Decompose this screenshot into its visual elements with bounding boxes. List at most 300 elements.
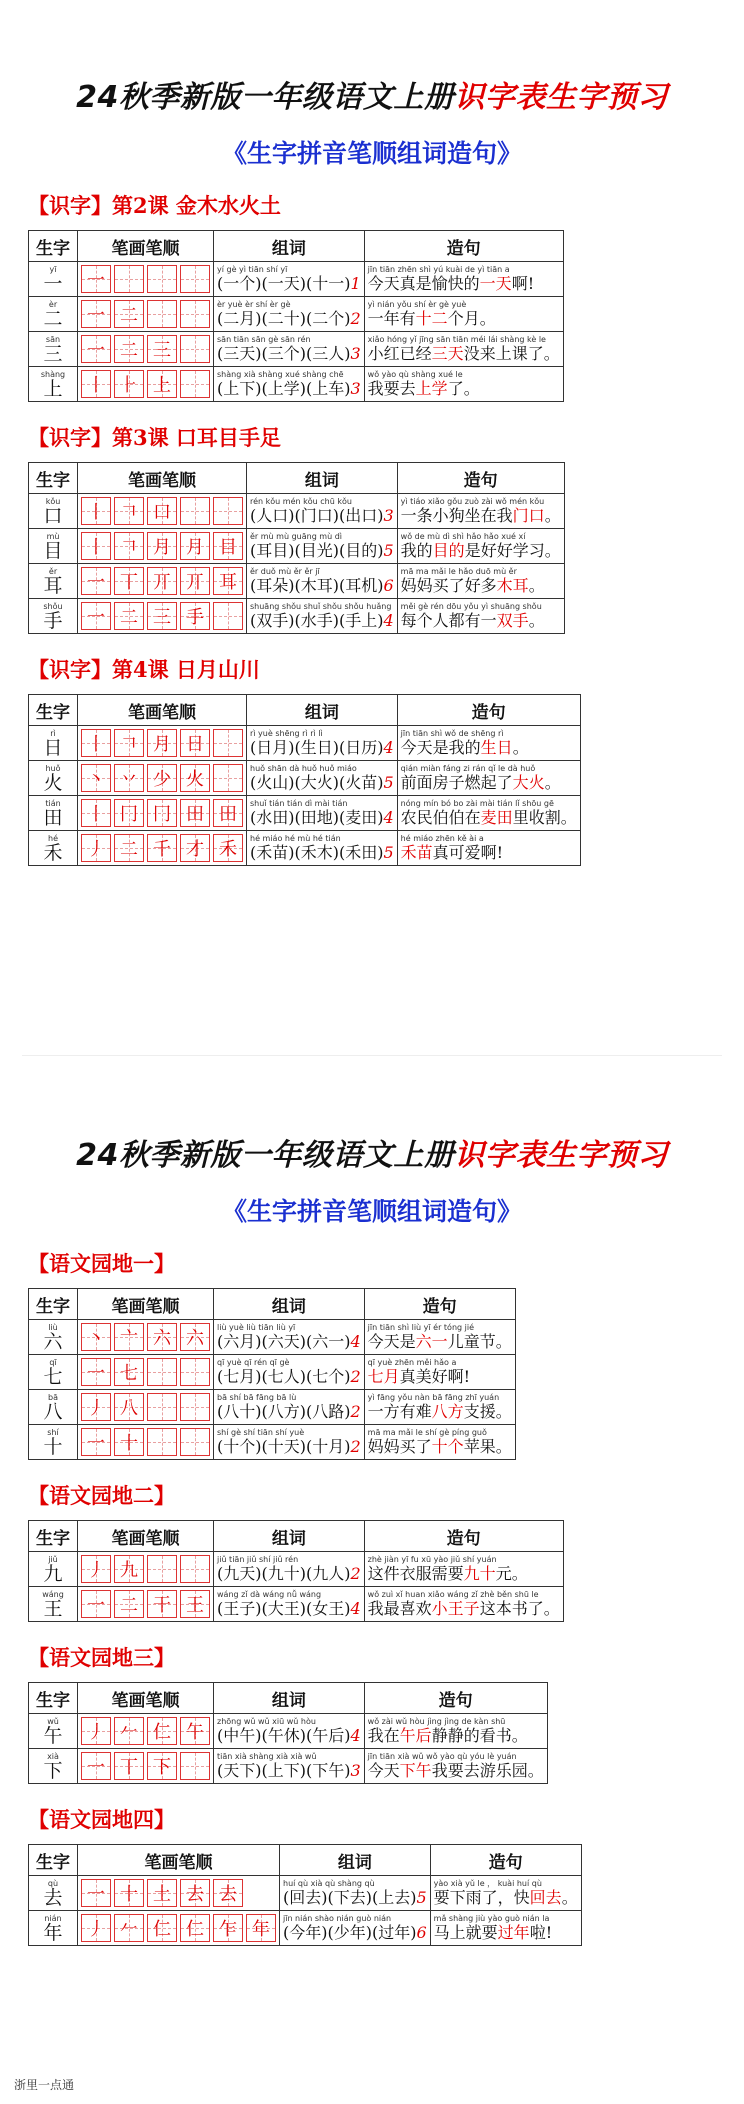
stroke-box (114, 729, 144, 757)
stroke-grid (81, 602, 243, 630)
stroke-box (81, 497, 111, 525)
words-text (217, 1437, 361, 1456)
stroke-step: 𠃍 (120, 734, 138, 755)
words-text (250, 738, 394, 757)
stroke-box (114, 1555, 144, 1583)
sentence-text (434, 1888, 578, 1907)
sentence-text (368, 1332, 512, 1351)
stroke-order-cell (78, 1587, 214, 1622)
stroke-step: 𠃍 (120, 502, 138, 523)
stroke-order-cell (78, 1876, 280, 1911)
table-row (29, 831, 581, 866)
header-row (29, 463, 565, 494)
character: 下 (43, 1759, 63, 1782)
sentence-text (368, 379, 560, 398)
stroke-box (81, 370, 111, 398)
page-title (22, 72, 722, 116)
stroke-box (114, 1393, 144, 1421)
page-title (22, 1130, 722, 1174)
sentence-end: 是好好学习。 (464, 541, 561, 560)
words-pinyin: shí gè shí tiān shí yuè (217, 1428, 305, 1437)
stroke-box (147, 1879, 177, 1907)
character-pinyin: wǔ (47, 1716, 59, 1726)
words-text (217, 1367, 361, 1386)
sentence-pinyin: yì nián yǒu shí èr gè yuè (367, 300, 467, 309)
stroke-box (213, 497, 243, 525)
stroke-grid (81, 764, 243, 792)
words-pinyin: liù yuè liù tiān liù yī (217, 1323, 296, 1332)
words: (中午)(午休)(午后) (217, 1726, 351, 1745)
sentence-highlight: 目的 (432, 541, 465, 560)
stroke-box (147, 764, 177, 792)
character-pinyin: shǒu (43, 601, 63, 611)
stroke-box (180, 335, 210, 363)
stroke-step: 口 (153, 502, 171, 523)
lesson-table (28, 1682, 548, 1784)
sentence-start: 我在 (367, 1726, 400, 1745)
column-header: 组词 (214, 1289, 365, 1320)
sentence-pinyin: wǒ zuì xǐ huan xiǎo wáng zǐ zhè běn shū le (367, 1590, 539, 1599)
column-header: 造句 (364, 1683, 547, 1714)
sentence-highlight: 三天 (431, 344, 464, 363)
character-pinyin: kǒu (45, 496, 61, 506)
sentence-pinyin: jīn tiān zhēn shì yú kuài de yì tiān a (367, 265, 510, 274)
stroke-box (180, 567, 210, 595)
character-cell (29, 1425, 78, 1460)
table-row (29, 494, 565, 529)
sentence-highlight: 过年 (497, 1923, 530, 1942)
page-divider (22, 1055, 722, 1056)
words: (十个)(十天)(十月) (217, 1437, 351, 1456)
sentence-end: 。 (528, 576, 545, 595)
words: (双手)(水手)(手上) (250, 611, 384, 630)
column-header: 造句 (397, 695, 580, 726)
stroke-box (114, 1752, 144, 1780)
word-cell (280, 1876, 431, 1911)
character-cell (29, 1876, 78, 1911)
stroke-box (114, 370, 144, 398)
stroke-step: 目 (219, 537, 237, 558)
stroke-box (81, 1717, 111, 1745)
column-header: 造句 (397, 463, 564, 494)
sentence-cell (364, 1714, 547, 1749)
stroke-box (213, 602, 243, 630)
stroke-step: 日 (186, 734, 204, 755)
stroke-order-cell (78, 494, 247, 529)
stroke-box (114, 532, 144, 560)
words: (火山)(大火)(火苗) (250, 773, 384, 792)
sentence-start: 今天真是愉快的 (367, 274, 480, 293)
stroke-grid (81, 1358, 210, 1386)
words-pinyin: huí qù xià qù shàng qù (283, 1879, 375, 1888)
stroke-count: 3 (383, 506, 394, 525)
stroke-order-cell (78, 1552, 214, 1587)
words-pinyin: èr yuè èr shí èr gè (217, 300, 291, 309)
stroke-step: 王 (186, 1595, 204, 1616)
stroke-step: 二 (120, 607, 138, 628)
sentence-cell (364, 1587, 563, 1622)
words-text (283, 1888, 427, 1907)
column-header: 生字 (29, 231, 78, 262)
sentence-highlight: 大火 (512, 773, 545, 792)
words-pinyin: huǒ shān dà huǒ huǒ miáo (250, 764, 357, 773)
sentence-cell (364, 297, 563, 332)
column-header: 组词 (214, 1683, 365, 1714)
character-cell (29, 599, 78, 634)
stroke-order-cell (78, 564, 247, 599)
words: (禾苗)(禾木)(禾田) (250, 843, 384, 862)
stroke-count: 3 (350, 1761, 361, 1780)
stroke-box (180, 370, 210, 398)
table-row (29, 1390, 516, 1425)
stroke-order-cell (78, 761, 247, 796)
stroke-box (213, 834, 243, 862)
sentence-cell (397, 831, 580, 866)
words-text (250, 843, 394, 862)
stroke-count: 3 (350, 379, 361, 398)
words: (人口)(门口)(出口) (250, 506, 384, 525)
character-cell (29, 297, 78, 332)
sentence-pinyin: qī yuè zhēn měi hǎo a (367, 1358, 457, 1367)
word-cell (214, 1320, 365, 1355)
lesson-section (22, 1480, 722, 1622)
stroke-count: 5 (383, 843, 394, 862)
character: 九 (43, 1562, 63, 1585)
stroke-box (147, 335, 177, 363)
lesson-table (28, 1288, 516, 1460)
sentence-cell (397, 761, 580, 796)
stroke-step: 火 (186, 769, 204, 790)
character: 三 (43, 342, 63, 365)
stroke-order-cell (78, 1425, 214, 1460)
sentence-highlight: 十二 (415, 309, 448, 328)
stroke-box (180, 265, 210, 293)
word-cell (214, 367, 365, 402)
sentence-pinyin: zhè jiàn yī fu xū yào jiǔ shí yuán (367, 1555, 497, 1564)
words: (耳目)(目光)(目的) (250, 541, 384, 560)
column-header: 生字 (29, 1683, 78, 1714)
stroke-box (81, 1590, 111, 1618)
sentence-start: 一年有 (367, 309, 416, 328)
character-pinyin: xià (47, 1751, 59, 1761)
sentence-pinyin: mā ma mǎi le hǎo duō mù ěr (400, 567, 517, 576)
sentence-text (368, 274, 560, 293)
character-pinyin: tián (45, 798, 61, 808)
stroke-box (213, 729, 243, 757)
stroke-step: 丷 (120, 769, 138, 790)
words-text (250, 611, 394, 630)
word-cell (214, 1425, 365, 1460)
stroke-box (81, 1555, 111, 1583)
stroke-order-cell (78, 297, 214, 332)
sentence-pinyin: xiǎo hóng yǐ jīng sān tiān méi lái shàng kè le (367, 335, 546, 344)
character-cell (29, 1320, 78, 1355)
table-row (29, 1714, 548, 1749)
word-cell (247, 529, 398, 564)
character: 田 (43, 806, 63, 829)
stroke-order-cell (78, 262, 214, 297)
stroke-step: 二 (120, 839, 138, 860)
stroke-step: 六 (186, 1328, 204, 1349)
lesson-title: 【识字】第2课 金木水火土 (28, 193, 281, 218)
table-row (29, 1425, 516, 1460)
stroke-box (180, 729, 210, 757)
stroke-step: 一 (87, 305, 105, 326)
stroke-step: 丿 (87, 1398, 105, 1419)
lesson-table (28, 694, 581, 866)
sentence-end: 元。 (495, 1564, 528, 1583)
lesson-section (22, 190, 722, 402)
stroke-count: 6 (383, 576, 394, 595)
sentence-pinyin: wǒ zài wǔ hòu jìng jìng de kàn shū (367, 1717, 506, 1726)
words: (日月)(生日)(日历) (250, 738, 384, 757)
words-pinyin: jiǔ tiān jiǔ shí jiǔ rén (217, 1555, 299, 1564)
lesson-section (22, 1248, 722, 1460)
sentence-cell (430, 1876, 581, 1911)
footer-watermark: 浙里一点通 (14, 2078, 75, 2092)
words-text (217, 1761, 361, 1780)
sentence-start: 小红已经 (367, 344, 432, 363)
stroke-count: 4 (350, 1599, 361, 1618)
words: (回去)(下去)(上去) (283, 1888, 417, 1907)
stroke-count: 4 (350, 1726, 361, 1745)
column-header: 生字 (29, 1289, 78, 1320)
sentence-highlight: 一天 (479, 274, 512, 293)
sentence-start: 农民伯伯在 (400, 808, 481, 827)
sentence-cell (364, 262, 563, 297)
character: 去 (43, 1886, 63, 1909)
word-cell (214, 332, 365, 367)
lesson-title: 【识字】第4课 日月山川 (28, 657, 260, 682)
stroke-step: 少 (153, 769, 171, 790)
stroke-box (147, 1358, 177, 1386)
stroke-order-cell (78, 1355, 214, 1390)
character-cell (29, 332, 78, 367)
stroke-box (114, 497, 144, 525)
word-cell (247, 761, 398, 796)
sentence-cell (397, 564, 564, 599)
stroke-grid (81, 1555, 210, 1583)
stroke-step: 仁 (153, 1722, 171, 1743)
stroke-step: 土 (153, 1884, 171, 1905)
column-header: 造句 (364, 1289, 515, 1320)
stroke-step: 丌 (186, 572, 204, 593)
table-row (29, 1552, 564, 1587)
sentence-cell (397, 529, 564, 564)
sentence-highlight: 午后 (399, 1726, 432, 1745)
sentence-highlight: 木耳 (496, 576, 529, 595)
stroke-box (147, 1555, 177, 1583)
sentence-pinyin: qián miàn fáng zi rán qǐ le dà huǒ (400, 764, 536, 773)
words-pinyin: shàng xià shàng xué shàng chē (217, 370, 344, 379)
table-row (29, 332, 564, 367)
sentence-highlight: 七月 (367, 1367, 400, 1386)
words-text (217, 1332, 361, 1351)
stroke-step: 丶 (87, 1328, 105, 1349)
table-row (29, 1587, 564, 1622)
stroke-step: 一 (87, 1884, 105, 1905)
stroke-box (180, 1323, 210, 1351)
sentence-pinyin: mā ma mǎi le shí gè píng guǒ (367, 1428, 487, 1437)
column-header: 笔画笔顺 (78, 1289, 214, 1320)
character-pinyin: bā (48, 1392, 58, 1402)
stroke-grid (81, 1590, 210, 1618)
character: 口 (43, 504, 63, 527)
column-header: 笔画笔顺 (78, 1683, 214, 1714)
sentence-pinyin: jīn tiān shì liù yī ér tóng jié (367, 1323, 474, 1332)
stroke-box (246, 1914, 276, 1942)
column-header: 笔画笔顺 (78, 1521, 214, 1552)
stroke-count: 2 (350, 1437, 361, 1456)
lesson-table (28, 230, 564, 402)
character-pinyin: èr (48, 299, 58, 309)
column-header: 造句 (430, 1845, 581, 1876)
character-pinyin: shàng (40, 369, 66, 379)
stroke-box (180, 532, 210, 560)
stroke-box (213, 1879, 243, 1907)
stroke-count: 2 (350, 1564, 361, 1583)
character-cell (29, 1749, 78, 1784)
table-row (29, 1320, 516, 1355)
words: (六月)(六天)(六一) (217, 1332, 351, 1351)
stroke-step: 田 (186, 804, 204, 825)
sentence-highlight: 下午 (399, 1761, 432, 1780)
stroke-box (180, 1590, 210, 1618)
sentence-end: 没来上课了。 (463, 344, 560, 363)
stroke-count: 5 (383, 773, 394, 792)
words: (王子)(大王)(女王) (217, 1599, 351, 1618)
stroke-step: 一 (87, 340, 105, 361)
sentence-end: 儿童节。 (447, 1332, 512, 1351)
stroke-box (114, 764, 144, 792)
stroke-step: 丿 (87, 839, 105, 860)
table-row (29, 262, 564, 297)
stroke-grid (81, 370, 210, 398)
page-subtitle: 《生字拼音笔顺组词造句》 (221, 139, 522, 168)
column-header: 组词 (280, 1845, 431, 1876)
sentence-start: 妈妈买了好多 (400, 576, 497, 595)
stroke-step: 丿 (87, 1560, 105, 1581)
title-red: 识字表生字预习 (454, 1138, 668, 1173)
table-row (29, 1355, 516, 1390)
stroke-order-cell (78, 1911, 280, 1946)
words-text (217, 1726, 361, 1745)
sentence-start: 今天是 (367, 1332, 416, 1351)
character: 手 (43, 609, 63, 632)
stroke-step: 下 (153, 1757, 171, 1778)
column-header: 笔画笔顺 (78, 1845, 280, 1876)
sentence-end: 啦! (529, 1923, 553, 1942)
sentence-text (368, 1726, 544, 1745)
stroke-box (180, 1879, 210, 1907)
stroke-step: 一 (87, 607, 105, 628)
stroke-step: 三 (153, 607, 171, 628)
header-row (29, 1289, 516, 1320)
stroke-step: 十 (120, 1433, 138, 1454)
stroke-step: ⺊ (120, 375, 138, 396)
sentence-end: 苹果。 (463, 1437, 512, 1456)
character-pinyin: jiǔ (48, 1554, 58, 1564)
column-header: 造句 (364, 1521, 563, 1552)
sentence-cell (397, 599, 564, 634)
character-pinyin: qù (47, 1878, 59, 1888)
sentence-text (368, 1761, 544, 1780)
sentence-cell (364, 332, 563, 367)
stroke-step: 丨 (87, 375, 105, 396)
stroke-box (81, 1752, 111, 1780)
stroke-step: 亠 (120, 1328, 138, 1349)
stroke-step: 十 (120, 1884, 138, 1905)
stroke-step: 丨 (87, 537, 105, 558)
sentence-text (368, 309, 560, 328)
stroke-box (81, 764, 111, 792)
stroke-grid (81, 1717, 210, 1745)
stroke-box (180, 1428, 210, 1456)
character-pinyin: ěr (48, 566, 58, 576)
word-cell (247, 796, 398, 831)
words: (水田)(田地)(麦田) (250, 808, 384, 827)
stroke-grid (81, 1323, 210, 1351)
stroke-grid (81, 335, 210, 363)
stroke-step: 二 (120, 1595, 138, 1616)
sentence-text (401, 808, 577, 827)
sentence-start: 一方有难 (367, 1402, 432, 1421)
words-text (250, 541, 394, 560)
stroke-box (147, 1717, 177, 1745)
stroke-step: 一 (87, 1757, 105, 1778)
character: 王 (43, 1597, 63, 1620)
words-text (217, 274, 361, 293)
sentence-cell (364, 1552, 563, 1587)
stroke-step: 九 (120, 1560, 138, 1581)
stroke-box (81, 335, 111, 363)
words-pinyin: wáng zǐ dà wáng nǚ wáng (217, 1590, 322, 1599)
stroke-step: 丨 (87, 734, 105, 755)
character-pinyin: wáng (42, 1589, 64, 1599)
sentence-highlight: 麦田 (480, 808, 513, 827)
sentence-end: 个月。 (447, 309, 496, 328)
sentence-end: 我要去游乐园。 (431, 1761, 544, 1780)
stroke-box (81, 532, 111, 560)
stroke-step: 月 (153, 734, 171, 755)
stroke-order-cell (78, 1714, 214, 1749)
character-cell (29, 726, 78, 761)
title-black: 24秋季新版一年级语文上册 (76, 80, 455, 115)
character-pinyin: sān (45, 334, 61, 344)
stroke-box (180, 1555, 210, 1583)
stroke-box (180, 300, 210, 328)
stroke-order-cell (78, 529, 247, 564)
sentence-highlight: 禾苗 (400, 843, 433, 862)
sentence-highlight: 十个 (431, 1437, 464, 1456)
sentence-end: 。 (512, 738, 529, 757)
words-pinyin: qī yuè qī rén qī gè (217, 1358, 290, 1367)
header-row (29, 1845, 582, 1876)
stroke-step: 月 (153, 537, 171, 558)
words-pinyin: zhōng wǔ wǔ xiū wǔ hòu (217, 1717, 316, 1726)
stroke-count: 4 (383, 738, 394, 757)
stroke-box (81, 729, 111, 757)
table-row (29, 367, 564, 402)
sentence-text (401, 611, 561, 630)
stroke-step: 二 (120, 340, 138, 361)
stroke-step: 冂 (153, 804, 171, 825)
table-row (29, 1911, 582, 1946)
stroke-box (147, 567, 177, 595)
stroke-box (81, 834, 111, 862)
stroke-grid (81, 265, 210, 293)
header-row (29, 231, 564, 262)
